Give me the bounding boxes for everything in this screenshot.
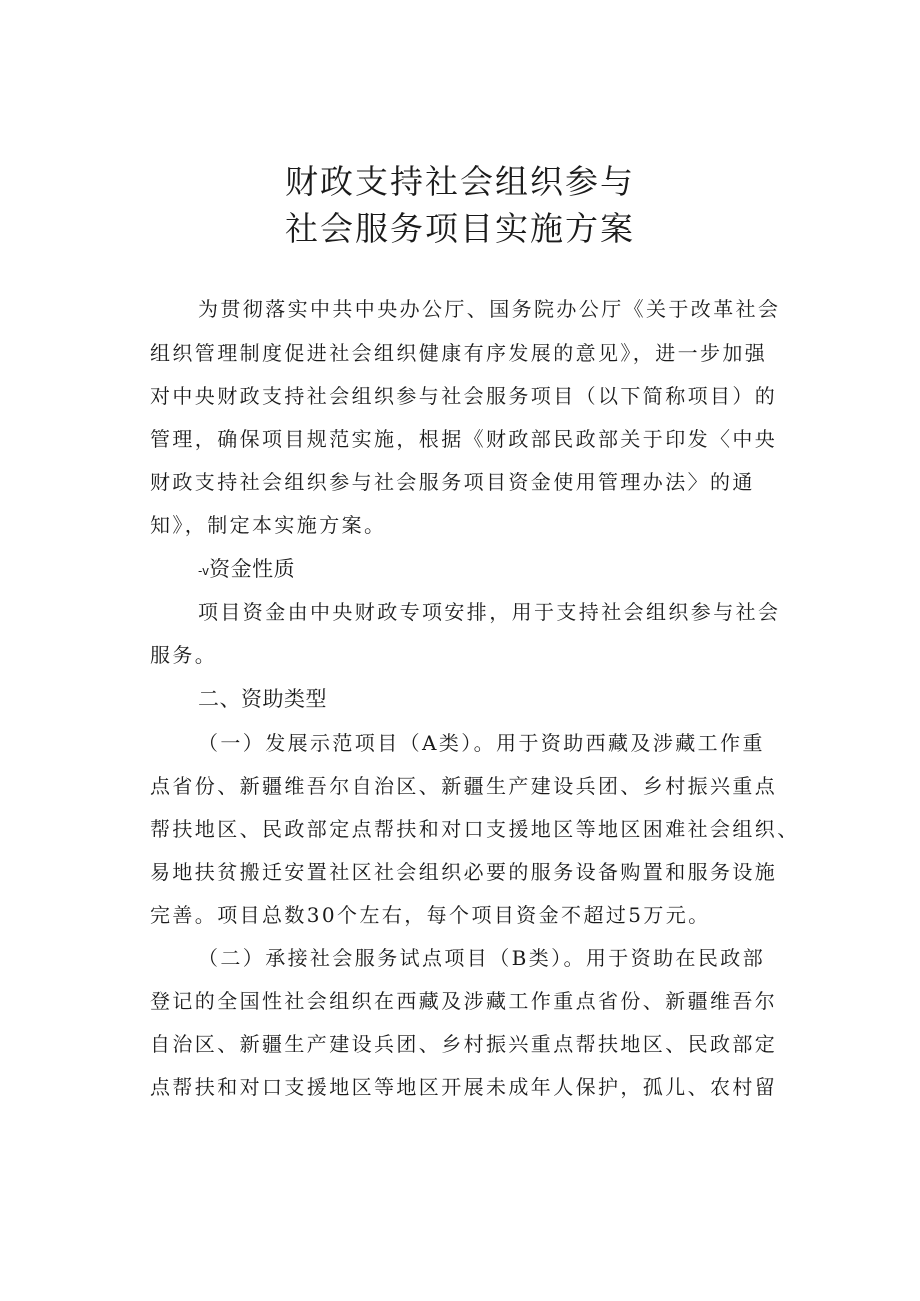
intro-line: 知》，制定本实施方案。: [150, 513, 387, 537]
section-1-heading: [198, 556, 858, 584]
document-title-line-1: 财政支持社会组织参与: [285, 162, 635, 201]
intro-line: 财政支持社会组织参与社会服务项目资金使用管理办法〉的通: [150, 470, 755, 494]
item-a-line: 完善。项目总数30个左右，每个项目资金不超过5万元。: [150, 903, 711, 927]
item-a-line: 点省份、新疆维吾尔自治区、新疆生产建设兵团、乡村振兴重点: [150, 774, 778, 798]
item-b-line: 点帮扶和对口支援地区等地区开展未成年人保护，孤儿、农村留: [150, 1075, 778, 1099]
section-1-line: 服务。: [150, 643, 218, 667]
item-b-line: 登记的全国性社会组织在西藏及涉藏工作重点省份、新疆维吾尔: [150, 989, 778, 1013]
item-b-line: 自治区、新疆生产建设兵团、乡村振兴重点帮扶地区、民政部定: [150, 1032, 778, 1056]
intro-line: 对中央财政支持社会组织参与社会服务项目（以下简称项目）的: [150, 384, 778, 408]
intro-line: 为贯彻落实中共中央办公厅、国务院办公厅《关于改革社会: [198, 297, 781, 321]
section-1-heading-text: 资金性质: [209, 557, 296, 581]
item-a-line: 帮扶地区、民政部定点帮扶和对口支援地区等地区困难社会组织、: [150, 817, 800, 841]
item-a-line: （一）发展示范项目（A类）。用于资助西藏及涉藏工作重: [198, 731, 765, 755]
intro-line: 管理，确保项目规范实施，根据《财政部民政部关于印发〈中央: [150, 427, 778, 451]
document-title-line-2: 社会服务项目实施方案: [285, 209, 635, 248]
section-2-heading: 二、资助类型: [198, 687, 327, 711]
item-a-line: 易地扶贫搬迁安置社区社会组织必要的服务设备购置和服务设施: [150, 860, 778, 884]
section-1-mark: -v: [198, 564, 210, 578]
intro-line: 组织管理制度促进社会组织健康有序发展的意见》，进一步加强: [150, 341, 768, 365]
section-1-line: 项目资金由中央财政专项安排，用于支持社会组织参与社会: [198, 600, 781, 624]
item-b-line: （二）承接社会服务试点项目（B类）。用于资助在民政部: [198, 946, 766, 970]
